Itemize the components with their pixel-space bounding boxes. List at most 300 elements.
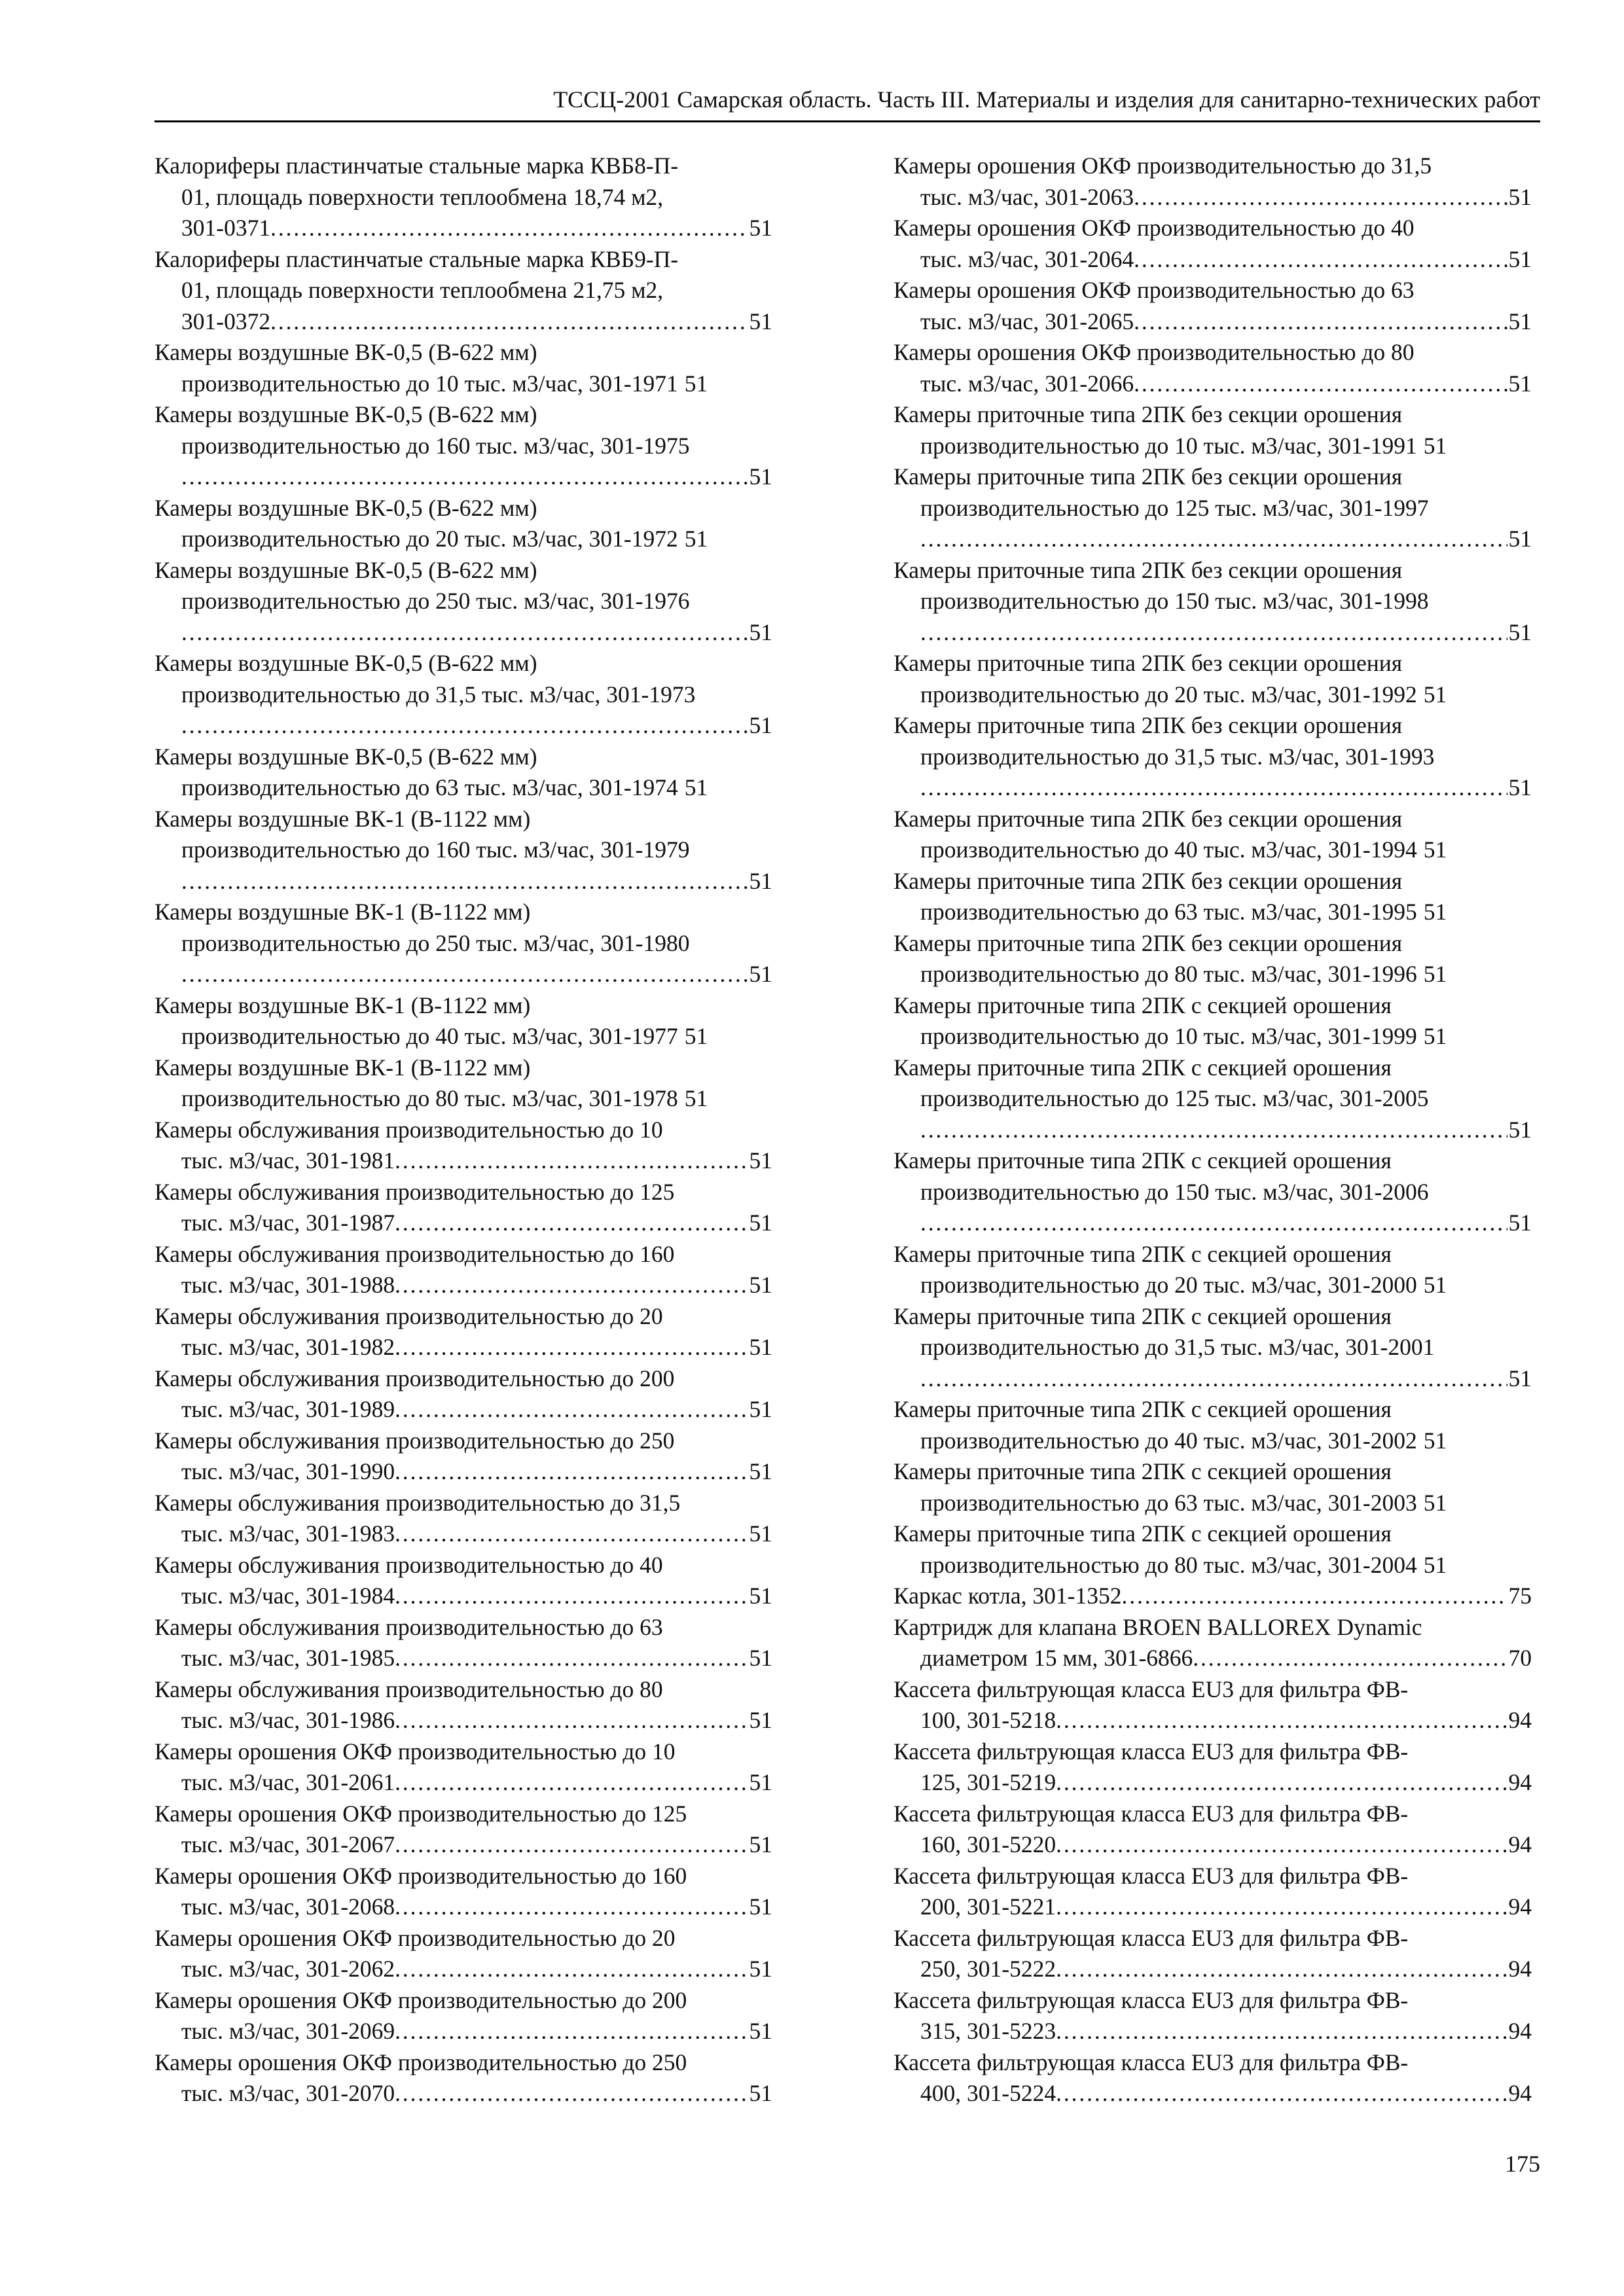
- entry-page-line: [893, 306, 1532, 338]
- entry-page-ref: 94: [1508, 1707, 1532, 1733]
- entry-title: Камеры обслуживания производительностью до 10: [154, 1116, 663, 1143]
- index-entry: [154, 151, 772, 244]
- entry-tail-text: тыс. м3/час, 301-2069: [181, 2018, 395, 2044]
- entry-continuation: 01, площадь поверхности теплообмена 18,74 м2,: [181, 183, 664, 210]
- dot-leader: [920, 772, 1507, 804]
- entry-tail-text: 160, 301-5220: [920, 1831, 1056, 1857]
- running-header: [154, 84, 1540, 122]
- entry-continuation: производительностью до 125 тыс. м3/час, 301-2005: [920, 1085, 1429, 1111]
- entry-page-line: [893, 1643, 1532, 1674]
- entry-title: Камеры воздушные ВК-1 (В-1122 мм): [154, 899, 531, 925]
- entry-page-line: [893, 431, 1532, 462]
- entry-tail-text: 125, 301-5219: [920, 1769, 1056, 1795]
- entry-continuation: производительностью до 150 тыс. м3/час, 301-1998: [920, 588, 1429, 614]
- entry-page-ref: 51: [1423, 681, 1447, 708]
- entry-page-line: [893, 368, 1532, 400]
- entry-page-ref: 51: [749, 1520, 772, 1547]
- entry-title: Камеры орошения ОКФ производительностью до 20: [154, 1924, 676, 1951]
- entry-tail-text: 250, 301-5222: [920, 1956, 1056, 1982]
- entry-page-line: [154, 1021, 772, 1052]
- dot-leader: [181, 617, 748, 649]
- entry-page-ref: 51: [1423, 899, 1447, 925]
- entry-title: Камеры приточные типа 2ПК с секцией орошения: [893, 1302, 1392, 1329]
- dot-leader: [395, 1705, 748, 1736]
- entry-title: Камеры приточные типа 2ПК без секции орошения: [893, 929, 1403, 956]
- entry-tail-text: тыс. м3/час, 301-1987: [181, 1210, 395, 1236]
- dot-leader: [1056, 2078, 1507, 2109]
- entry-tail-text: тыс. м3/час, 301-2064: [920, 245, 1134, 272]
- entry-page-line: [154, 524, 772, 555]
- entry-page-ref: 94: [1508, 1831, 1532, 1857]
- entry-title: Камеры орошения ОКФ производительностью до 31,5: [893, 152, 1432, 179]
- entry-page-ref: 51: [749, 1831, 772, 1857]
- entry-page-ref: 51: [684, 774, 708, 800]
- index-entry: [154, 2047, 772, 2109]
- header-title: ТССЦ-2001 Самарская область. Часть III. Материалы и изделия для санитарно-технических работ: [553, 86, 1540, 113]
- index-entry: [154, 1923, 772, 1985]
- dot-leader: [395, 2078, 748, 2109]
- entry-page-ref: 51: [1508, 370, 1532, 397]
- dot-leader: [1193, 1643, 1507, 1674]
- entry-page-line: [154, 1705, 772, 1736]
- entry-page-ref: 94: [1508, 2018, 1532, 2044]
- entry-title: Камеры приточные типа 2ПК с секцией орошения: [893, 992, 1392, 1018]
- dot-leader: [181, 959, 748, 990]
- entry-page-line: [154, 1581, 772, 1612]
- entry-tail-text: тыс. м3/час, 301-2070: [181, 2080, 395, 2106]
- dot-leader: [395, 1767, 748, 1799]
- entry-page-ref: 51: [684, 526, 708, 552]
- index-entry: [893, 1736, 1532, 1799]
- entry-tail-text: 315, 301-5223: [920, 2018, 1056, 2044]
- entry-page-line: [154, 1954, 772, 1985]
- entry-tail-text: производительностью до 63 тыс. м3/час, 301-1995: [920, 899, 1417, 925]
- entry-page-line: [893, 1892, 1532, 1923]
- entry-page-line: [154, 1892, 772, 1923]
- index-entry: [893, 1674, 1532, 1736]
- entry-page-ref: 51: [749, 1458, 772, 1484]
- index-entry: [893, 710, 1532, 804]
- entry-tail-text: тыс. м3/час, 301-2067: [181, 1831, 395, 1857]
- entry-page-ref: 94: [1508, 1893, 1532, 1920]
- entry-title: Камеры обслуживания производительностью до 250: [154, 1427, 675, 1454]
- entry-page-line: [154, 617, 772, 649]
- entry-title: Камеры приточные типа 2ПК без секции орошения: [893, 650, 1403, 676]
- entry-page-ref: 94: [1508, 1956, 1532, 1982]
- index-entry: [154, 990, 772, 1052]
- entry-title: Камеры воздушные ВК-0,5 (В-622 мм): [154, 556, 537, 583]
- index-entry: [893, 275, 1532, 337]
- entry-tail-text: производительностью до 20 тыс. м3/час, 301-1992: [920, 681, 1417, 708]
- index-entry: [154, 1301, 772, 1363]
- entry-page-ref: 51: [749, 1210, 772, 1236]
- index-entry: [893, 1799, 1532, 1861]
- entry-page-ref: 51: [1423, 1023, 1447, 1049]
- entry-page-line: [893, 1829, 1532, 1861]
- entry-page-ref: 51: [1508, 308, 1532, 334]
- entry-page-ref: 51: [749, 1147, 772, 1174]
- entry-tail-text: тыс. м3/час, 301-1990: [181, 1458, 395, 1484]
- entry-tail-text: 100, 301-5218: [920, 1707, 1056, 1733]
- entry-page-line: [154, 1829, 772, 1861]
- entry-title: Камеры воздушные ВК-0,5 (В-622 мм): [154, 650, 537, 676]
- index-entry: [154, 1799, 772, 1861]
- entry-title: Камеры обслуживания производительностью до 63: [154, 1613, 663, 1640]
- entry-title: Камеры орошения ОКФ производительностью до 63: [893, 277, 1415, 303]
- entry-title: Камеры приточные типа 2ПК с секцией орошения: [893, 1240, 1392, 1267]
- entry-title: Камеры обслуживания производительностью до 40: [154, 1551, 663, 1578]
- entry-title: Калориферы пластинчатые стальные марка КВБ8-П-: [154, 152, 679, 179]
- entry-continuation: производительностью до 250 тыс. м3/час, 301-1976: [181, 588, 690, 614]
- dot-leader: [920, 1363, 1507, 1395]
- dot-leader: [395, 1394, 748, 1426]
- entry-page-line: [893, 772, 1532, 804]
- entry-continuation: производительностью до 31,5 тыс. м3/час, 301-1973: [181, 681, 696, 708]
- entry-title: Камеры обслуживания производительностью до 200: [154, 1365, 675, 1391]
- entry-page-line: [154, 866, 772, 897]
- index-entry: [154, 1239, 772, 1301]
- dot-leader: [181, 461, 748, 493]
- entry-page-ref: 51: [749, 1334, 772, 1360]
- dot-leader: [1056, 1705, 1507, 1736]
- index-column-left: [154, 151, 772, 2109]
- index-entry: [893, 866, 1532, 928]
- index-entry: [154, 1674, 772, 1736]
- entry-title: Камеры приточные типа 2ПК с секцией орошения: [893, 1458, 1392, 1484]
- entry-title: Камеры воздушные ВК-1 (В-1122 мм): [154, 992, 531, 1018]
- entry-title: Камеры обслуживания производительностью до 80: [154, 1676, 663, 1702]
- entry-page-line: [154, 461, 772, 493]
- index-entry: [893, 648, 1532, 710]
- entry-tail-text: 301-0372: [181, 308, 271, 334]
- entry-title: Камеры приточные типа 2ПК без секции орошения: [893, 867, 1403, 894]
- entry-page-ref: 51: [749, 1396, 772, 1422]
- entry-continuation: производительностью до 160 тыс. м3/час, 301-1975: [181, 432, 690, 459]
- entry-tail-text: тыс. м3/час, 301-1983: [181, 1520, 395, 1547]
- index-entry: [154, 648, 772, 742]
- index-entry: [893, 1612, 1532, 1674]
- dot-leader: [1134, 368, 1507, 400]
- entry-page-ref: 51: [1423, 961, 1447, 987]
- entry-page-line: [154, 1456, 772, 1488]
- index-entry: [154, 1426, 772, 1488]
- dot-leader: [395, 2016, 748, 2047]
- entry-tail-text: производительностью до 63 тыс. м3/час, 301-1974: [181, 774, 678, 800]
- entry-tail-text: производительностью до 10 тыс. м3/час, 301-1971: [181, 370, 678, 397]
- entry-page-line: [893, 897, 1532, 928]
- entry-title: Камеры приточные типа 2ПК с секцией орошения: [893, 1520, 1392, 1547]
- entry-tail-text: производительностью до 40 тыс. м3/час, 301-2002: [920, 1427, 1417, 1454]
- entry-title: Кассета фильтрующая класса EU3 для фильтра ФВ-: [893, 2049, 1409, 2075]
- index-entry: [893, 928, 1532, 990]
- index-entry: [893, 1456, 1532, 1518]
- entry-tail-text: производительностью до 63 тыс. м3/час, 301-2003: [920, 1489, 1417, 1516]
- entry-tail-text: 400, 301-5224: [920, 2080, 1056, 2106]
- entry-page-line: [893, 1550, 1532, 1581]
- entry-page-ref: 51: [1508, 774, 1532, 800]
- entry-page-line: [893, 1954, 1532, 1985]
- index-entry: [893, 1239, 1532, 1301]
- entry-tail-text: тыс. м3/час, 301-1988: [181, 1272, 395, 1298]
- entry-page-ref: 51: [1508, 1116, 1532, 1143]
- index-entry: [154, 1861, 772, 1923]
- dot-leader: [395, 1208, 748, 1239]
- entry-tail-text: производительностью до 10 тыс. м3/час, 301-1991: [920, 432, 1417, 459]
- index-entry: [893, 1394, 1532, 1456]
- entry-page-ref: 51: [1423, 836, 1447, 863]
- entry-title: Камеры обслуживания производительностью до 31,5: [154, 1489, 681, 1516]
- index-entry: [893, 1861, 1532, 1923]
- entry-tail-text: тыс. м3/час, 301-2065: [920, 308, 1134, 334]
- entry-page-line: [893, 1581, 1532, 1612]
- entry-tail-text: производительностью до 10 тыс. м3/час, 301-1999: [920, 1023, 1417, 1049]
- entry-tail-text: 200, 301-5221: [920, 1893, 1056, 1920]
- entry-page-line: [893, 1270, 1532, 1301]
- entry-page-ref: 51: [749, 2080, 772, 2106]
- entry-page-ref: 51: [1508, 183, 1532, 210]
- index-entry: [154, 742, 772, 804]
- index-entry: [154, 1736, 772, 1799]
- entry-page-ref: 51: [749, 2018, 772, 2044]
- entry-page-line: [893, 1426, 1532, 1457]
- entry-page-ref: 51: [749, 1583, 772, 1609]
- index-entry: [893, 804, 1532, 866]
- entry-tail-text: 301-0371: [181, 215, 271, 241]
- entry-page-line: [154, 368, 772, 400]
- entry-tail-text: тыс. м3/час, 301-1982: [181, 1334, 395, 1360]
- index-entry: [893, 151, 1532, 213]
- entry-tail-text: тыс. м3/час, 301-1989: [181, 1396, 395, 1422]
- entry-title: Камеры орошения ОКФ производительностью до 40: [893, 215, 1415, 241]
- dot-leader: [1121, 1581, 1507, 1612]
- entry-page-ref: 51: [749, 619, 772, 645]
- entry-page-ref: 51: [1423, 1427, 1447, 1454]
- index-entry: [154, 555, 772, 649]
- entry-title: Камеры приточные типа 2ПК с секцией орошения: [893, 1147, 1392, 1174]
- entry-page-ref: 51: [749, 1769, 772, 1795]
- entry-page-line: [893, 617, 1532, 649]
- entry-page-line: [154, 710, 772, 742]
- dot-leader: [270, 306, 748, 338]
- entry-page-line: [893, 1767, 1532, 1799]
- entry-title: Кассета фильтрующая класса EU3 для фильтра ФВ-: [893, 1676, 1409, 1702]
- entry-page-ref: 51: [1423, 1272, 1447, 1298]
- entry-tail-text: производительностью до 80 тыс. м3/час, 301-2004: [920, 1551, 1417, 1578]
- dot-leader: [395, 1332, 748, 1363]
- dot-leader: [920, 1115, 1507, 1146]
- entry-page-line: [154, 1394, 772, 1426]
- entry-tail-text: Каркас котла, 301-1352: [893, 1583, 1122, 1609]
- entry-tail-text: тыс. м3/час, 301-1981: [181, 1147, 395, 1174]
- dot-leader: [395, 1270, 748, 1301]
- entry-page-ref: 51: [1508, 1365, 1532, 1391]
- entry-tail-text: производительностью до 40 тыс. м3/час, 301-1994: [920, 836, 1417, 863]
- entry-page-ref: 94: [1508, 1769, 1532, 1795]
- entry-tail-text: тыс. м3/час, 301-2063: [920, 183, 1134, 210]
- entry-page-line: [154, 2078, 772, 2109]
- entry-page-line: [893, 1488, 1532, 1519]
- entry-page-line: [893, 834, 1532, 866]
- entry-page-line: [893, 1021, 1532, 1052]
- entry-page-line: [154, 306, 772, 338]
- entry-title: Камеры приточные типа 2ПК без секции орошения: [893, 556, 1403, 583]
- entry-page-ref: 51: [749, 215, 772, 241]
- entry-page-line: [154, 1083, 772, 1115]
- entry-tail-text: тыс. м3/час, 301-1985: [181, 1645, 395, 1671]
- entry-page-line: [154, 213, 772, 244]
- entry-page-ref: 51: [1423, 432, 1447, 459]
- entry-page-line: [893, 1363, 1532, 1395]
- dot-leader: [395, 1145, 748, 1177]
- index-entry: [154, 804, 772, 897]
- index-entry: [893, 1985, 1532, 2047]
- dot-leader: [1056, 2016, 1507, 2047]
- entry-page-ref: 51: [1508, 245, 1532, 272]
- dot-leader: [1056, 1892, 1507, 1923]
- entry-page-line: [893, 679, 1532, 711]
- entry-page-ref: 51: [1423, 1551, 1447, 1578]
- index-column-right: [893, 151, 1532, 2109]
- entry-page-ref: 51: [684, 1023, 708, 1049]
- entry-page-ref: 51: [684, 1085, 708, 1111]
- index-entry: [893, 1052, 1532, 1146]
- entry-title: Камеры воздушные ВК-1 (В-1122 мм): [154, 805, 531, 832]
- entry-page-line: [154, 1145, 772, 1177]
- dot-leader: [1056, 1829, 1507, 1861]
- entry-tail-text: производительностью до 20 тыс. м3/час, 301-1972: [181, 526, 678, 552]
- entry-title: Кассета фильтрующая класса EU3 для фильтра ФВ-: [893, 1986, 1409, 2013]
- dot-leader: [1056, 1767, 1507, 1799]
- entry-page-line: [154, 2016, 772, 2047]
- dot-leader: [181, 710, 748, 742]
- dot-leader: [395, 1829, 748, 1861]
- index-entry: [154, 1612, 772, 1674]
- entry-page-line: [893, 2016, 1532, 2047]
- entry-tail-text: диаметром 15 мм, 301-6866: [920, 1645, 1193, 1671]
- entry-tail-text: производительностью до 20 тыс. м3/час, 301-2000: [920, 1272, 1417, 1298]
- entry-page-line: [893, 244, 1532, 276]
- entry-tail-text: тыс. м3/час, 301-2062: [181, 1956, 395, 1982]
- entry-page-ref: 51: [749, 867, 772, 894]
- index-entry: [893, 990, 1532, 1052]
- dot-leader: [1134, 306, 1507, 338]
- page-number: 175: [1505, 2151, 1540, 2177]
- entry-page-line: [154, 1332, 772, 1363]
- entry-page-ref: 51: [749, 1893, 772, 1920]
- entry-tail-text: тыс. м3/час, 301-1986: [181, 1707, 395, 1733]
- entry-page-line: [154, 1643, 772, 1674]
- entry-tail-text: производительностью до 80 тыс. м3/час, 301-1996: [920, 961, 1417, 987]
- entry-page-ref: 51: [749, 961, 772, 987]
- entry-continuation: производительностью до 31,5 тыс. м3/час, 301-2001: [920, 1334, 1435, 1360]
- entry-title: Калориферы пластинчатые стальные марка КВБ9-П-: [154, 245, 679, 272]
- entry-page-line: [893, 1705, 1532, 1736]
- entry-tail-text: тыс. м3/час, 301-1984: [181, 1583, 395, 1609]
- entry-continuation: производительностью до 150 тыс. м3/час, 301-2006: [920, 1178, 1429, 1205]
- entry-title: Камеры приточные типа 2ПК без секции орошения: [893, 805, 1403, 832]
- entry-title: Камеры приточные типа 2ПК без секции орошения: [893, 712, 1403, 738]
- index-entry: [154, 493, 772, 555]
- entry-title: Камеры приточные типа 2ПК без секции орошения: [893, 463, 1403, 490]
- dot-leader: [395, 1892, 748, 1923]
- entry-tail-text: производительностью до 80 тыс. м3/час, 301-1978: [181, 1085, 678, 1111]
- entry-continuation: производительностью до 31,5 тыс. м3/час, 301-1993: [920, 743, 1435, 770]
- entry-page-ref: 51: [1508, 1210, 1532, 1236]
- index-entry: [893, 1581, 1532, 1612]
- dot-leader: [395, 1518, 748, 1550]
- dot-leader: [920, 524, 1507, 555]
- entry-title: Кассета фильтрующая класса EU3 для фильтра ФВ-: [893, 1738, 1409, 1765]
- entry-page-line: [154, 1518, 772, 1550]
- entry-title: Камеры орошения ОКФ производительностью до 10: [154, 1738, 676, 1765]
- entry-title: Камеры орошения ОКФ производительностью до 250: [154, 2049, 687, 2075]
- entry-title: Камеры орошения ОКФ производительностью до 200: [154, 1986, 687, 2013]
- entry-page-line: [154, 1208, 772, 1239]
- entry-page-line: [893, 1208, 1532, 1239]
- index-entry: [154, 244, 772, 338]
- entry-page-ref: 51: [1508, 526, 1532, 552]
- entry-page-ref: 94: [1508, 2080, 1532, 2106]
- entry-page-ref: 51: [749, 1956, 772, 1982]
- index-entry: [154, 1550, 772, 1612]
- index-entry: [154, 897, 772, 990]
- entry-title: Камеры воздушные ВК-0,5 (В-622 мм): [154, 494, 537, 521]
- index-entry: [893, 2047, 1532, 2109]
- index-entry: [154, 1115, 772, 1177]
- entry-title: Картридж для клапана BROEN BALLOREX Dynamic: [893, 1613, 1422, 1640]
- index-entry: [154, 1177, 772, 1239]
- dot-leader: [270, 213, 748, 244]
- dot-leader: [395, 1581, 748, 1612]
- index-entry: [893, 1145, 1532, 1239]
- dot-leader: [1134, 182, 1507, 213]
- entry-title: Камеры орошения ОКФ производительностью до 160: [154, 1862, 687, 1889]
- dot-leader: [1134, 244, 1507, 276]
- entry-title: Камеры воздушные ВК-1 (В-1122 мм): [154, 1054, 531, 1081]
- entry-tail-text: тыс. м3/час, 301-2061: [181, 1769, 395, 1795]
- entry-title: Камеры воздушные ВК-0,5 (В-622 мм): [154, 401, 537, 427]
- index-entry: [893, 555, 1532, 649]
- entry-page-line: [893, 524, 1532, 555]
- entry-page-line: [154, 772, 772, 804]
- index-entry: [154, 1363, 772, 1426]
- entry-page-ref: 51: [749, 1707, 772, 1733]
- entry-page-ref: 51: [749, 1645, 772, 1671]
- index-entry: [154, 1985, 772, 2047]
- entry-page-line: [893, 182, 1532, 213]
- entry-tail-text: тыс. м3/час, 301-2066: [920, 370, 1134, 397]
- entry-page-line: [154, 959, 772, 990]
- dot-leader: [181, 866, 748, 897]
- dot-leader: [395, 1643, 748, 1674]
- dot-leader: [1056, 1954, 1507, 1985]
- entry-title: Кассета фильтрующая класса EU3 для фильтра ФВ-: [893, 1924, 1409, 1951]
- entry-title: Камеры орошения ОКФ производительностью до 125: [154, 1800, 687, 1827]
- entry-page-line: [893, 1115, 1532, 1146]
- entry-page-line: [154, 1270, 772, 1301]
- index-entry: [893, 1518, 1532, 1581]
- entry-title: Кассета фильтрующая класса EU3 для фильтра ФВ-: [893, 1862, 1409, 1889]
- dot-leader: [395, 1456, 748, 1488]
- dot-leader: [920, 617, 1507, 649]
- index-entry: [154, 1052, 772, 1115]
- entry-tail-text: производительностью до 40 тыс. м3/час, 301-1977: [181, 1023, 678, 1049]
- index-entry: [893, 461, 1532, 555]
- entry-page-line: [893, 959, 1532, 990]
- entry-continuation: 01, площадь поверхности теплообмена 21,75 м2,: [181, 277, 664, 303]
- index-entry: [893, 399, 1532, 461]
- entry-title: Камеры приточные типа 2ПК с секцией орошения: [893, 1396, 1392, 1422]
